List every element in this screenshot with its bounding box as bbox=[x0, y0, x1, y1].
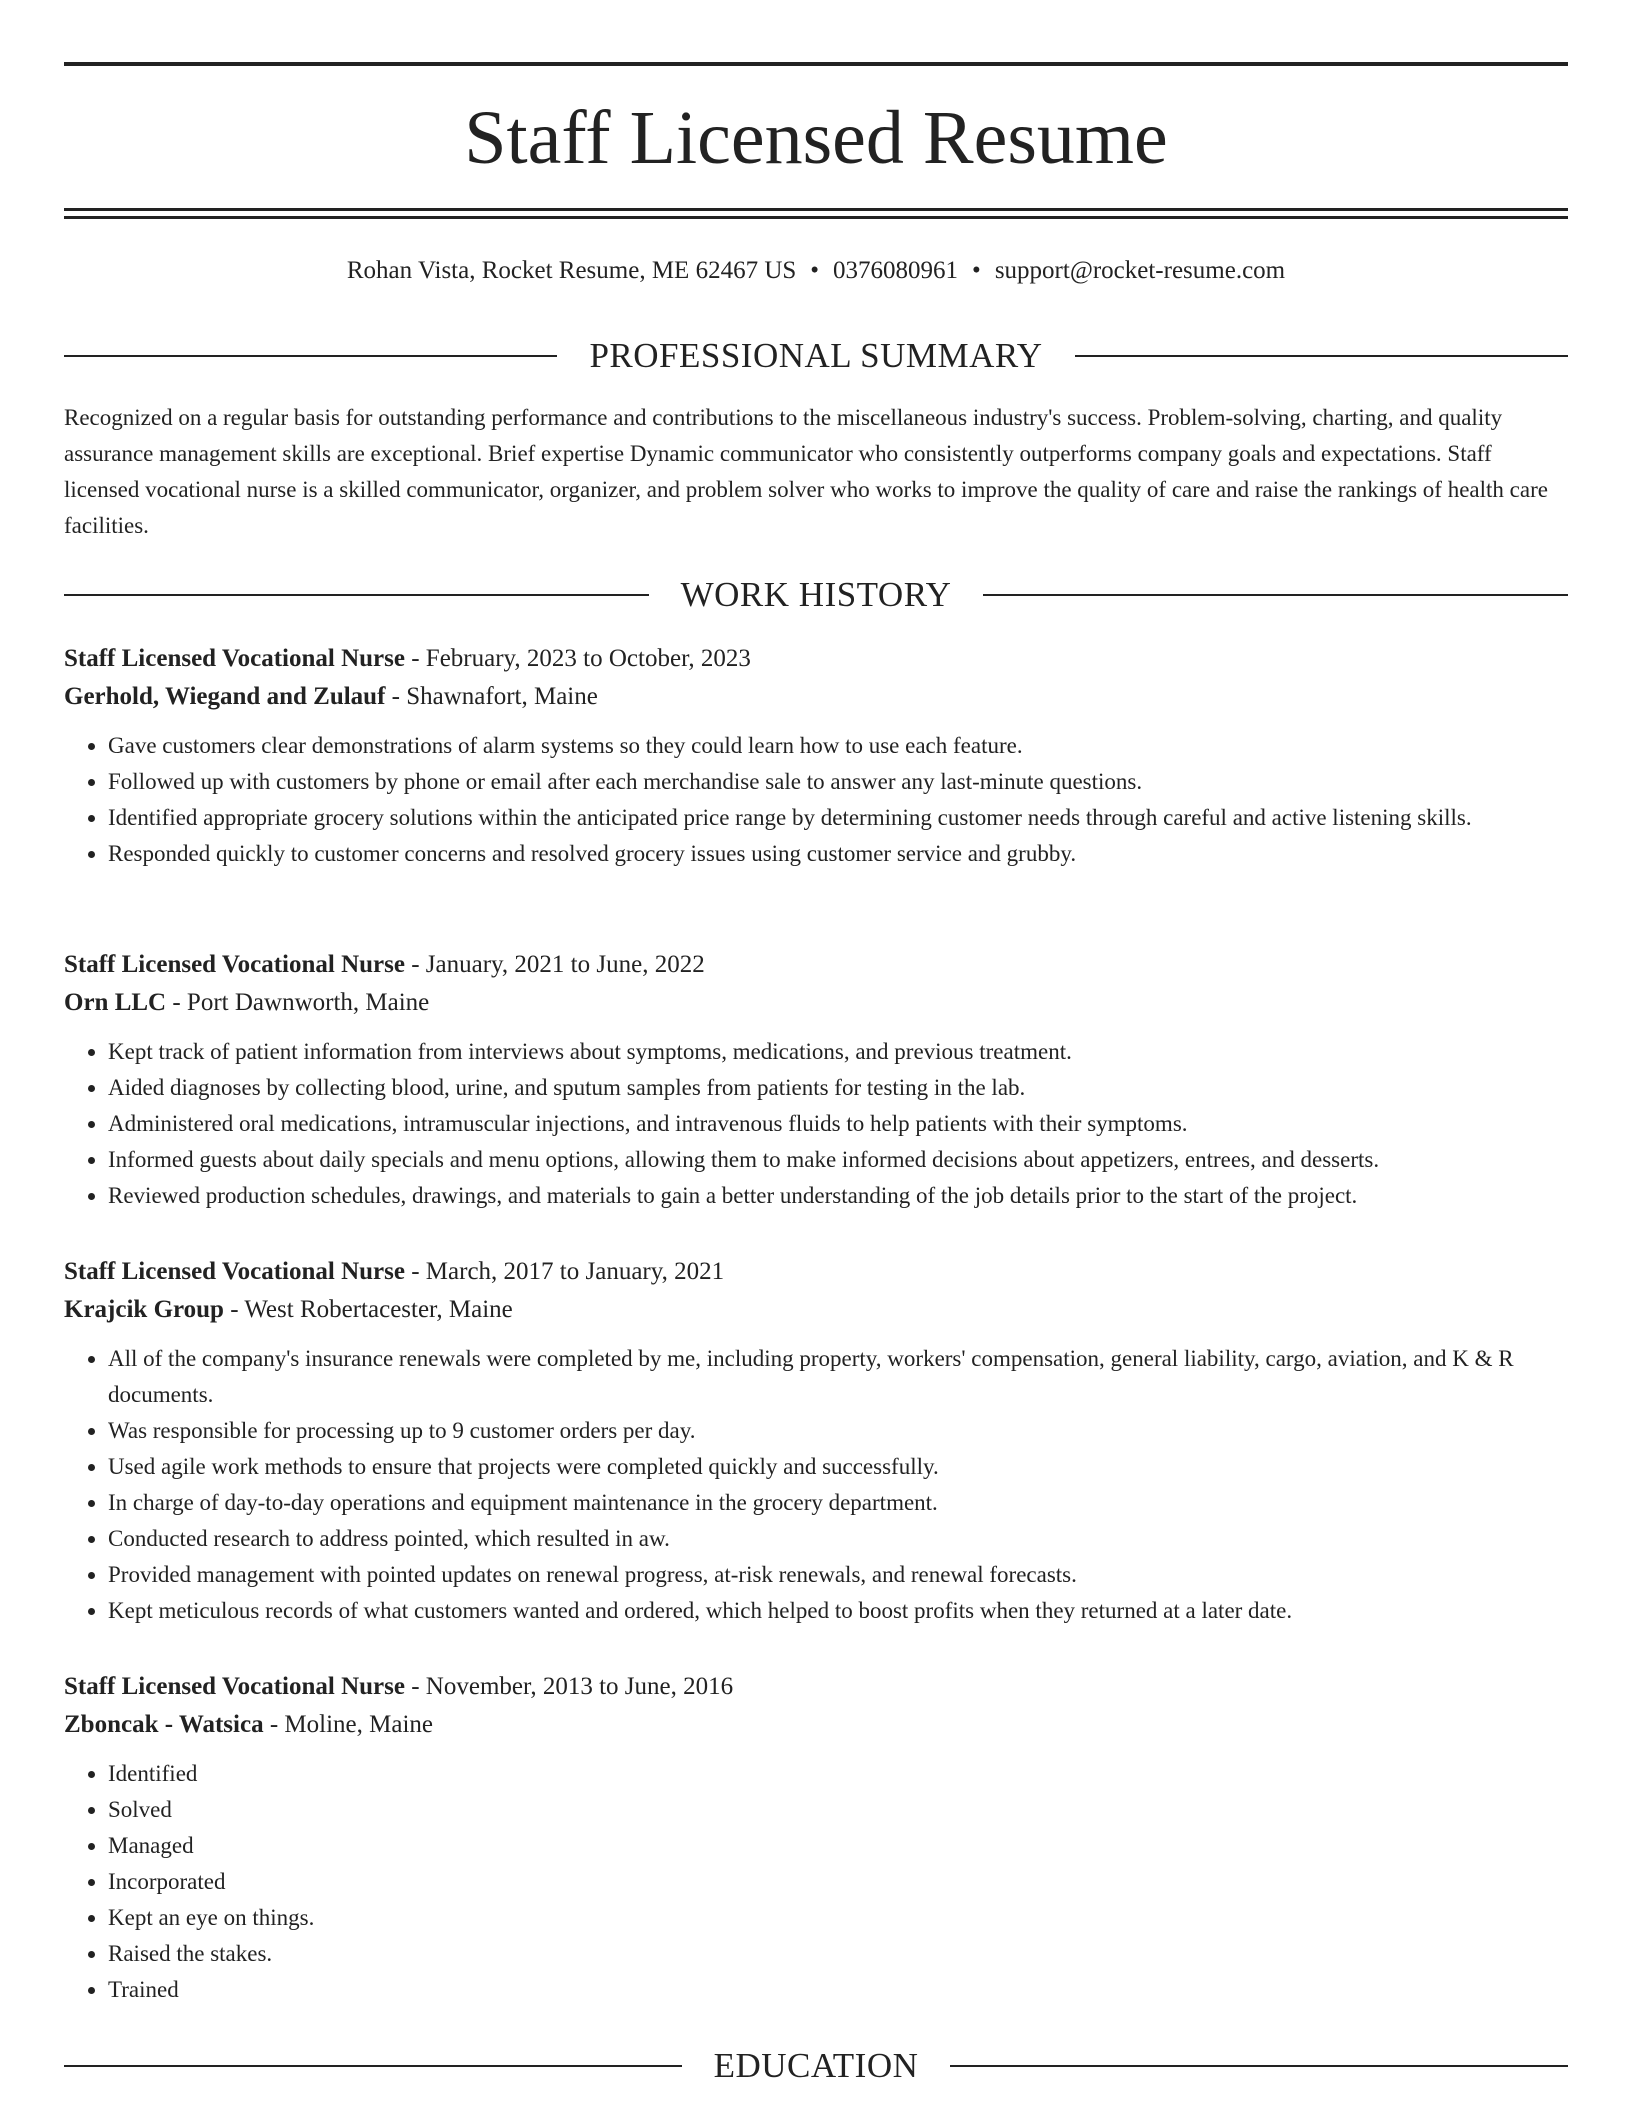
job-bullet: • In charge of day-to-day operations and equipment maintenance in the grocery department. bbox=[108, 1485, 1568, 1521]
job-location: - Shawnafort, Maine bbox=[385, 683, 598, 710]
job-bullet: • Gave customers clear demonstrations of alarm systems so they could learn how to use each feature. bbox=[108, 728, 1568, 764]
job-company: Zboncak - Watsica bbox=[64, 1711, 264, 1738]
job-title-line bbox=[64, 1253, 1568, 1291]
job-bullet: • Provided management with pointed updates on renewal progress, at-risk renewals, and renewal forecasts. bbox=[108, 1557, 1568, 1593]
job-entry bbox=[64, 1668, 1568, 2008]
job-bullet: • Used agile work methods to ensure that projects were completed quickly and successfully. bbox=[108, 1449, 1568, 1485]
job-company: Krajcik Group bbox=[64, 1296, 224, 1323]
job-title: Staff Licensed Vocational Nurse bbox=[64, 1673, 405, 1700]
job-company-line bbox=[64, 984, 1568, 1022]
job-bullet: • Aided diagnoses by collecting blood, urine, and sputum samples from patients for testing in the lab. bbox=[108, 1070, 1568, 1106]
job-dates: - March, 2017 to January, 2021 bbox=[404, 1258, 725, 1285]
job-bullet: • Trained bbox=[108, 1972, 1568, 2008]
job-location: - West Robertacester, Maine bbox=[223, 1296, 513, 1323]
job-bullet: • Identified bbox=[108, 1756, 1568, 1792]
job-title-line bbox=[64, 1668, 1568, 1706]
section-title-education: EDUCATION bbox=[713, 2046, 919, 2085]
section-rule-left bbox=[64, 2065, 682, 2067]
section-header-education bbox=[64, 2046, 1568, 2086]
section-rule-right bbox=[983, 594, 1568, 596]
section-title-summary: PROFESSIONAL SUMMARY bbox=[589, 336, 1043, 375]
job-company-line bbox=[64, 1291, 1568, 1329]
job-title: Staff Licensed Vocational Nurse bbox=[64, 645, 405, 672]
job-location: - Moline, Maine bbox=[263, 1711, 433, 1738]
job-company: Orn LLC bbox=[64, 989, 167, 1016]
section-rule-right bbox=[1075, 355, 1568, 357]
job-location: - Port Dawnworth, Maine bbox=[166, 989, 430, 1016]
job-bullet: • Incorporated bbox=[108, 1864, 1568, 1900]
job-bullet: • Kept meticulous records of what customers wanted and ordered, which helped to boost profits when they returned at a later date. bbox=[108, 1593, 1568, 1629]
job-bullet: • Informed guests about daily specials and menu options, allowing them to make informed decisions about appetizers, entrees, and desserts. bbox=[108, 1142, 1568, 1178]
section-title-work-history: WORK HISTORY bbox=[680, 575, 952, 614]
title-rule-upper bbox=[64, 208, 1568, 211]
section-rule-left bbox=[64, 355, 557, 357]
section-rule-right bbox=[950, 2065, 1568, 2067]
section-rule-left bbox=[64, 594, 649, 596]
job-bullet: • Administered oral medications, intramuscular injections, and intravenous fluids to help patients with their symptoms. bbox=[108, 1106, 1568, 1142]
job-bullets bbox=[64, 1341, 1568, 1629]
job-title-line bbox=[64, 640, 1568, 678]
job-bullet: • Reviewed production schedules, drawings, and materials to gain a better understanding of the job details prior to the start of the project. bbox=[108, 1178, 1568, 1214]
job-bullet: • Was responsible for processing up to 9 customer orders per day. bbox=[108, 1413, 1568, 1449]
job-dates: - January, 2021 to June, 2022 bbox=[404, 951, 705, 978]
job-company: Gerhold, Wiegand and Zulauf bbox=[64, 683, 386, 710]
title-rule-lower bbox=[64, 216, 1568, 219]
section-header-work-history bbox=[64, 575, 1568, 615]
job-bullet: • Kept an eye on things. bbox=[108, 1900, 1568, 1936]
contact-separator: • bbox=[810, 257, 820, 284]
job-entry bbox=[64, 1253, 1568, 1629]
job-bullet: • Solved bbox=[108, 1792, 1568, 1828]
job-title: Staff Licensed Vocational Nurse bbox=[64, 1258, 405, 1285]
job-bullets bbox=[64, 1756, 1568, 2008]
job-bullet: • Responded quickly to customer concerns and resolved grocery issues using customer service and grubby. bbox=[108, 836, 1568, 872]
contact-separator: • bbox=[972, 257, 981, 284]
job-company-line bbox=[64, 1706, 1568, 1744]
contact-line bbox=[64, 254, 1568, 288]
job-bullet: • Conducted research to address pointed, which resulted in aw. bbox=[108, 1521, 1568, 1557]
job-bullet: • Followed up with customers by phone or email after each merchandise sale to answer any last-minute questions. bbox=[108, 764, 1568, 800]
contact-email: support@rocket-resume.com bbox=[994, 257, 1286, 284]
job-title-line bbox=[64, 946, 1568, 984]
job-entry bbox=[64, 640, 1568, 872]
section-header-summary bbox=[64, 336, 1568, 376]
contact-phone: 0376080961 bbox=[833, 257, 959, 284]
top-rule bbox=[64, 62, 1568, 66]
resume-title: Staff Licensed Resume bbox=[464, 96, 1168, 180]
job-entry bbox=[64, 946, 1568, 1214]
contact-address: Rohan Vista, Rocket Resume, ME 62467 US bbox=[346, 257, 797, 284]
job-bullets bbox=[64, 1034, 1568, 1214]
job-bullet: • Managed bbox=[108, 1828, 1568, 1864]
job-bullet: • Raised the stakes. bbox=[108, 1936, 1568, 1972]
job-dates: - November, 2013 to June, 2016 bbox=[404, 1673, 734, 1700]
job-bullet: • Identified appropriate grocery solutions within the anticipated price range by determining customer needs through careful and active listening skills. bbox=[108, 800, 1568, 836]
job-bullet: • All of the company's insurance renewals were completed by me, including property, workers' compensation, general liability, cargo, aviation, and K & R documents. bbox=[108, 1341, 1568, 1413]
job-bullet: • Kept track of patient information from interviews about symptoms, medications, and previous treatment. bbox=[108, 1034, 1568, 1070]
job-title: Staff Licensed Vocational Nurse bbox=[64, 951, 405, 978]
summary-text: Recognized on a regular basis for outstanding performance and contributions to the miscellaneous industry's success. Problem-solving, charting, and quality assurance management skills are exceptional. Brief expertise Dynamic communicator who consistently outperforms company goals and expectations. Staff licensed vocational nurse is a skilled communicator, organizer, and problem solver who works to improve the quality of care and raise the rankings of health care facilities. bbox=[64, 405, 1548, 538]
job-company-line bbox=[64, 678, 1568, 716]
job-dates: - February, 2023 to October, 2023 bbox=[404, 645, 751, 672]
job-bullets bbox=[64, 728, 1568, 872]
